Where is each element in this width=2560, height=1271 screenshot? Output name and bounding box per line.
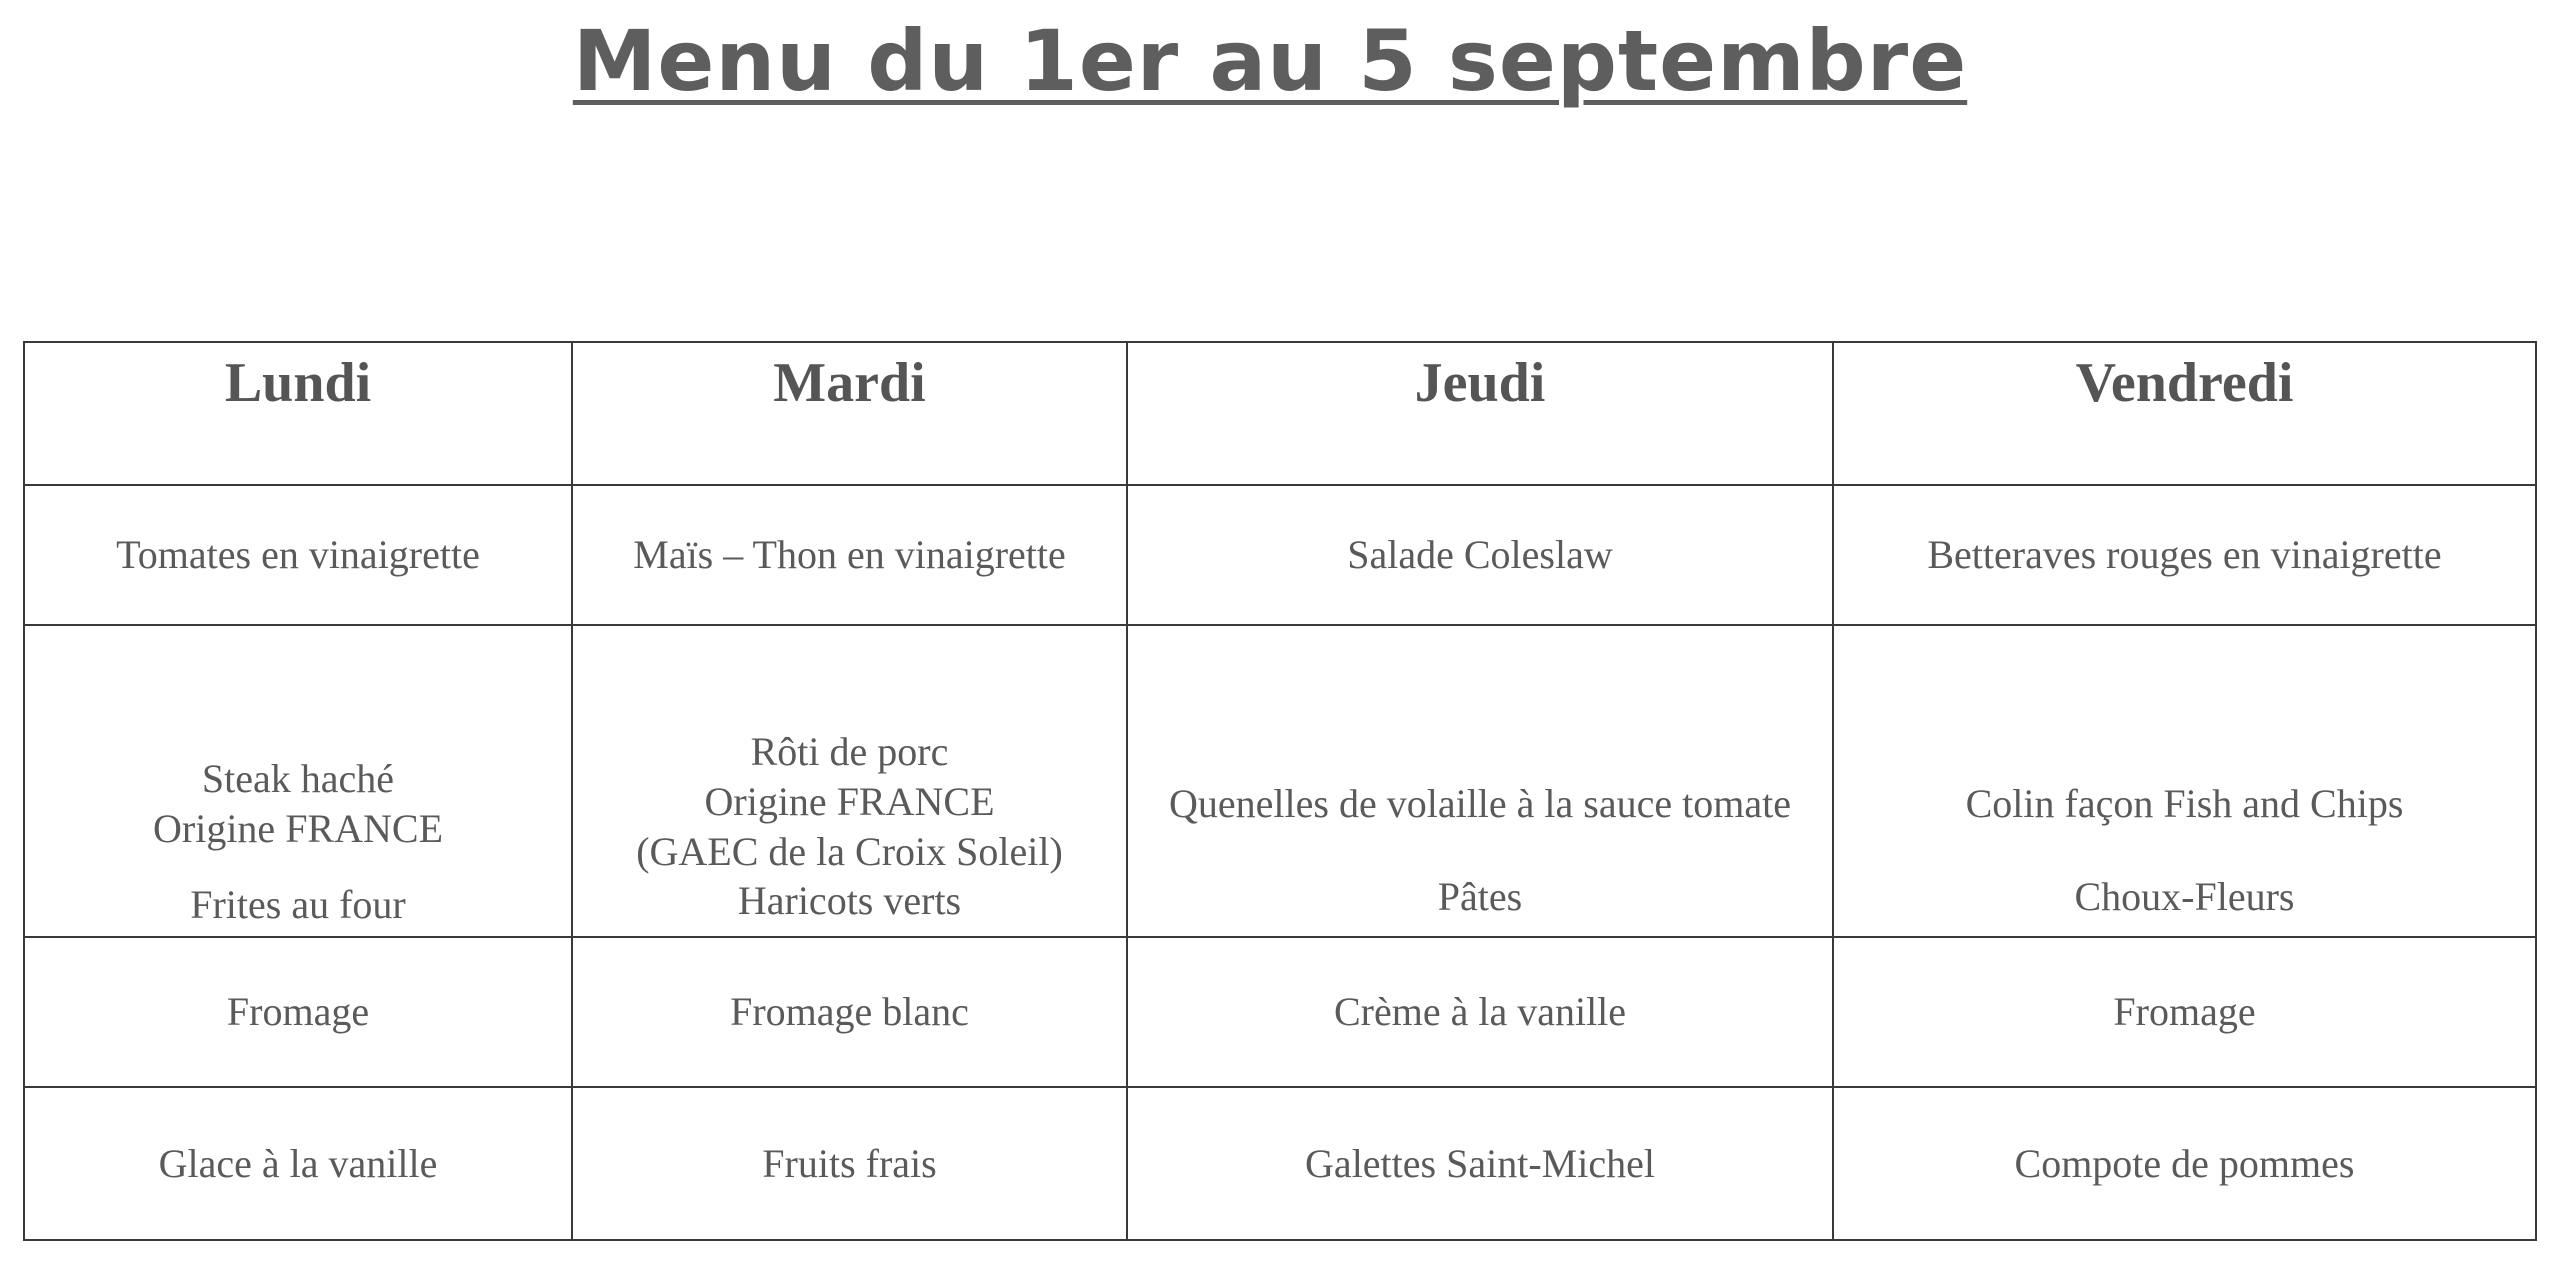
main-dish-mardi [573,685,1126,877]
menu-title [0,6,2540,116]
main-dish-vendredi [1834,733,2535,829]
main-dish-line: Origine FRANCE [153,806,443,851]
main-dish-line: Rôti de porc [750,729,949,774]
main-dish-lundi [25,708,571,854]
menu-table [23,341,2537,1241]
main-course-jeudi [1127,625,1833,937]
starter-row [24,485,2536,625]
side-dish-jeudi: Pâtes [1437,874,1523,919]
main-dish-line: (GAEC de la Croix Soleil) [636,829,1063,874]
day-header-jeudi: Jeudi [1127,342,1833,485]
starter-vendredi: Betteraves rouges en vinaigrette [1833,485,2536,625]
day-header-vendredi: Vendredi [1833,342,2536,485]
main-dish-line: Quenelles de volaille à la sauce tomate [1169,781,1791,826]
dairy-vendredi: Fromage [1833,937,2536,1087]
side-dish-mardi: Haricots verts [737,878,962,923]
main-course-lundi [24,625,572,937]
main-course-mardi [572,625,1127,937]
day-header-mardi: Mardi [572,342,1127,485]
main-course-vendredi [1833,625,2536,937]
dairy-lundi: Fromage [24,937,572,1087]
main-dish-line: Origine FRANCE [704,779,995,824]
main-dish-line: Steak haché [201,756,395,801]
side-dish-vendredi: Choux-Fleurs [2074,874,2295,919]
dairy-row [24,937,2536,1087]
menu-title-text: Menu du 1er au 5 septembre [572,12,1968,110]
side-dish-lundi: Frites au four [190,882,406,927]
dairy-jeudi: Crème à la vanille [1127,937,1833,1087]
main-dish-jeudi [1128,733,1832,829]
starter-lundi: Tomates en vinaigrette [24,485,572,625]
starter-mardi: Maïs – Thon en vinaigrette [572,485,1127,625]
main-course-row [24,625,2536,937]
dairy-mardi: Fromage blanc [572,937,1127,1087]
day-header-lundi: Lundi [24,342,572,485]
dessert-mardi: Fruits frais [572,1087,1127,1240]
dessert-jeudi: Galettes Saint-Michel [1127,1087,1833,1240]
main-dish-line: Colin façon Fish and Chips [1965,781,2404,826]
dessert-row [24,1087,2536,1240]
dessert-lundi: Glace à la vanille [24,1087,572,1240]
dessert-vendredi: Compote de pommes [1833,1087,2536,1240]
day-header-row [24,342,2536,485]
starter-jeudi: Salade Coleslaw [1127,485,1833,625]
